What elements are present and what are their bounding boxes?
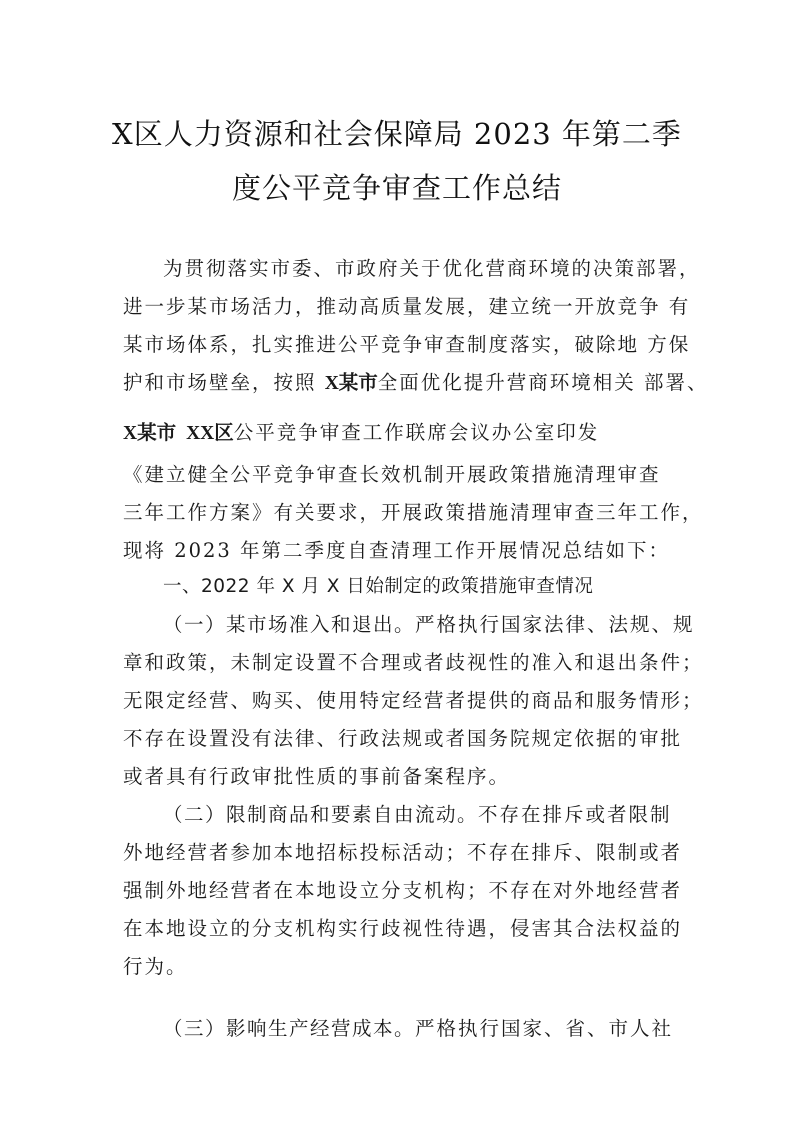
item-2-line-5: 行为。 xyxy=(123,955,188,978)
intro-line-8: 现将 2023 年第二季度自查清理工作开展情况总结如下： xyxy=(123,539,671,562)
intro-line-4-part-c: 全面优化提升营商环境相关 部署、 xyxy=(377,371,709,394)
intro-line-7: 三年工作方案》有关要求，开展政策措施清理审查三年工作， xyxy=(123,501,704,524)
intro-city-name-2: X某市 xyxy=(123,423,177,444)
item-3-line-1-rest: 严格执行国家、省、市人社 xyxy=(415,1017,674,1040)
item-2-line-1 xyxy=(163,802,743,828)
intro-line-4-part-a: 护和市场壁垒，按照 xyxy=(123,371,325,394)
item-1-line-1 xyxy=(163,612,743,638)
intro-line-4 xyxy=(123,370,709,397)
section-1-heading: 一、2022 年 X 月 X 日始制定的政策措施审查情况 xyxy=(163,576,594,597)
intro-city-name: X某市 xyxy=(324,373,378,394)
intro-line-5 xyxy=(123,420,703,447)
item-1-line-4: 不存在设置没有法律、行政法规或者国务院规定依据的审批 xyxy=(123,727,683,750)
item-1-line-1-rest: 严格执行国家法律、法规、规 xyxy=(415,613,695,636)
item-2-line-4: 在本地设立的分支机构实行歧视性待遇，侵害其合法权益的 xyxy=(123,917,683,940)
intro-line-5-part-c: 公平竞争审查工作联席会议办公室印发 xyxy=(233,421,600,444)
item-1-line-5: 或者具有行政审批性质的事前备案程序。 xyxy=(123,765,511,788)
item-2-line-1-rest: 不存在排斥或者限制 xyxy=(478,803,672,826)
document-title-line-2: 度公平竞争审查工作总结 xyxy=(231,171,562,205)
item-2-line-2: 外地经营者参加本地招标投标活动；不存在排斥、限制或者 xyxy=(123,841,683,864)
intro-line-6: 《建立健全公平竞争审查长效机制开展政策措施清理审查 xyxy=(123,463,661,486)
item-2-title: （二）限制商品和要素自由流动。 xyxy=(163,803,479,826)
intro-line-3: 某市场体系，扎实推进公平竞争审查制度落实，破除地 方保 xyxy=(123,333,691,356)
item-3-title: （三）影响生产经营成本。 xyxy=(163,1017,416,1040)
item-1-title: （一）某市场准入和退出。 xyxy=(163,613,416,636)
item-1-line-3: 无限定经营、购买、使用特定经营者提供的商品和服务情形； xyxy=(123,689,704,712)
item-3-line-1 xyxy=(163,1016,743,1042)
item-1-line-2: 章和政策，未制定设置不合理或者歧视性的准入和退出条件； xyxy=(123,651,704,674)
item-2-line-3: 强制外地经营者在本地设立分支机构；不存在对外地经营者 xyxy=(123,879,683,902)
intro-line-2: 进一步某市场活力，推动高质量发展，建立统一开放竞争 有 xyxy=(123,295,691,318)
intro-district-name: XX区 xyxy=(186,423,234,444)
document-title-line-1: X区人力资源和社会保障局 2023 年第二季 xyxy=(112,117,682,151)
intro-line-1: 为贯彻落实市委、市政府关于优化营商环境的决策部署， xyxy=(163,257,701,280)
